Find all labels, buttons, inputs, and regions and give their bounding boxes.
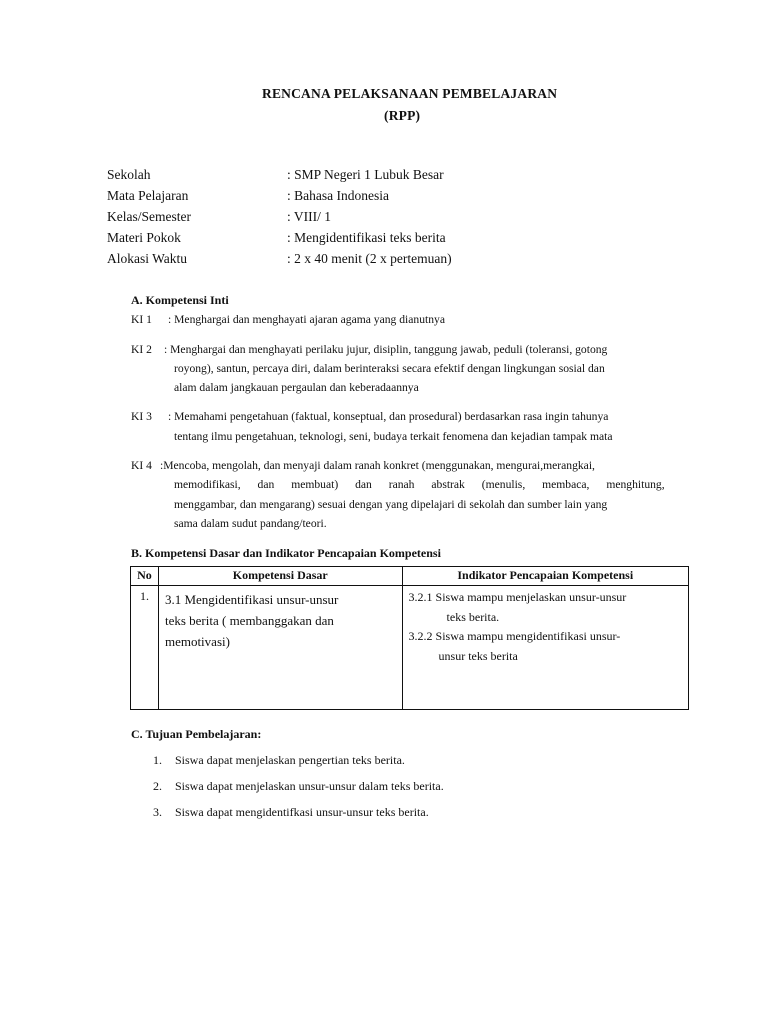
objective-number-2: 2. <box>153 779 162 793</box>
ki1-text: : Menghargai dan menghayati ajaran agama yang dianutnya <box>168 313 445 326</box>
kd-line-2: teks berita ( membanggakan dan <box>164 613 334 628</box>
identity-value-alokasi: : 2 x 40 menit (2 x pertemuan) <box>287 251 452 266</box>
ki2-code: KI 2 <box>131 343 152 356</box>
table-row <box>131 586 689 710</box>
section-c-heading: C. Tujuan Pembelajaran: <box>131 727 262 741</box>
section-a-heading: A. Kompetensi Inti <box>131 293 229 307</box>
ki2-line-1-text: : Menghargai dan menghayati perilaku jujur, disiplin, tanggung jawab, peduli (toleransi, gotong <box>164 343 608 356</box>
kd-line-1: 3.1 Mengidentifikasi unsur-unsur <box>164 592 339 607</box>
column-header-kompetensi-dasar: Kompetensi Dasar <box>158 567 402 586</box>
indicator-1-line-1: 3.2.1 Siswa mampu menjelaskan unsur-unsur <box>408 590 627 604</box>
column-header-no: No <box>131 567 159 586</box>
identity-label-mapel: Mata Pelajaran <box>107 188 189 203</box>
indikator-cell <box>402 586 688 710</box>
ki4-code: KI 4 <box>131 459 152 472</box>
ki4-line-1: :Mencoba, mengolah, dan menyaji dalam ranah konkret (menggunakan, mengurai,merangkai, <box>160 459 595 472</box>
identity-value-sekolah: : SMP Negeri 1 Lubuk Besar <box>287 167 444 182</box>
ki4-line-2: memodifikasi, dan membuat) dan ranah abstrak (menulis, membaca, menghitung, <box>174 478 665 491</box>
identity-value-mapel: : Bahasa Indonesia <box>287 188 389 203</box>
ki4-line-3: menggambar, dan mengarang) sesuai dengan yang dipelajari di sekolah dan sumber lain yang <box>174 498 608 511</box>
indicator-2-line-1: 3.2.2 Siswa mampu mengidentifikasi unsur- <box>408 629 621 643</box>
identity-value-kelas: : VIII/ 1 <box>287 209 331 224</box>
objective-text-1: Siswa dapat menjelaskan pengertian teks berita. <box>175 753 405 767</box>
ki3-line-2: tentang ilmu pengetahuan, teknologi, seni, budaya terkait fenomena dan kejadian tampak mata <box>174 430 613 443</box>
objective-text-3: Siswa dapat mengidentifkasi unsur-unsur teks berita. <box>175 805 429 819</box>
identity-label-materi: Materi Pokok <box>107 230 181 245</box>
objective-number-3: 3. <box>153 805 162 819</box>
table-header-row <box>131 567 689 586</box>
kd-line-3: memotivasi) <box>164 634 230 649</box>
ki1-code: KI 1 <box>131 313 152 326</box>
ki3-line-1: : Memahami pengetahuan (faktual, konseptual, dan prosedural) berdasarkan rasa ingin tahunya <box>168 410 609 423</box>
objective-text-2: Siswa dapat menjelaskan unsur-unsur dalam teks berita. <box>175 779 444 793</box>
identity-label-sekolah: Sekolah <box>107 167 151 182</box>
ki4-line-4: sama dalam sudut pandang/teori. <box>174 517 327 530</box>
section-b-heading: B. Kompetensi Dasar dan Indikator Pencapaian Kompetensi <box>131 546 441 560</box>
identity-label-kelas: Kelas/Semester <box>107 209 191 224</box>
ki3-code: KI 3 <box>131 410 152 423</box>
kompetensi-dasar-cell <box>158 586 402 710</box>
document-subtitle: (RPP) <box>384 108 421 123</box>
indicator-1-line-2: teks berita. <box>446 609 500 624</box>
identity-label-alokasi: Alokasi Waktu <box>107 251 188 266</box>
ki2-line-3: alam dalam jangkauan pergaulan dan keberadaannya <box>174 381 419 394</box>
identity-value-materi: : Mengidentifikasi teks berita <box>287 230 446 245</box>
ki2-line-2: royong), santun, percaya diri, dalam berinteraksi secara efektif dengan lingkungan sosial dan <box>174 362 605 375</box>
row-number: 1. <box>131 586 159 710</box>
indicator-2-line-2: unsur teks berita <box>438 648 518 663</box>
ki2-line-1 <box>164 343 698 356</box>
competency-table <box>130 566 689 710</box>
document-title: RENCANA PELAKSANAAN PEMBELAJARAN <box>262 86 558 101</box>
column-header-indikator: Indikator Pencapaian Kompetensi <box>402 567 688 586</box>
objective-number-1: 1. <box>153 753 162 767</box>
